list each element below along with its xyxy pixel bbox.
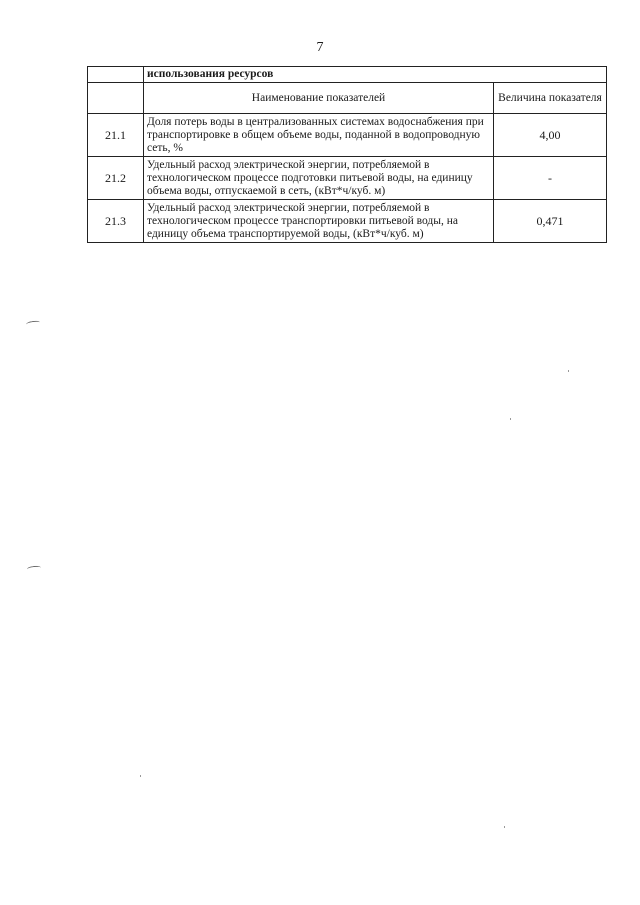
row-num: 21.2 bbox=[88, 157, 144, 200]
scan-speck bbox=[510, 418, 511, 420]
section-title: использования ресурсов bbox=[144, 67, 607, 83]
header-name: Наименование показателей bbox=[144, 83, 494, 114]
table-row bbox=[88, 157, 607, 200]
row-value: 0,471 bbox=[494, 200, 607, 243]
scan-mark bbox=[27, 565, 41, 571]
section-num-cell bbox=[88, 67, 144, 83]
header-value: Величина показателя bbox=[494, 83, 607, 114]
table-row bbox=[88, 200, 607, 243]
indicators-table bbox=[87, 66, 607, 243]
row-name: Удельный расход электрической энергии, потребляемой в технологическом процессе транспортировки питьевой воды, на единицу объема транспортируемой воды, (кВт*ч/куб. м) bbox=[144, 200, 494, 243]
row-value: 4,00 bbox=[494, 114, 607, 157]
header-num-cell bbox=[88, 83, 144, 114]
page-number: 7 bbox=[316, 40, 324, 55]
table-header-row bbox=[88, 83, 607, 114]
scan-mark bbox=[26, 320, 41, 327]
row-num: 21.3 bbox=[88, 200, 144, 243]
row-num: 21.1 bbox=[88, 114, 144, 157]
scan-speck bbox=[504, 826, 505, 828]
row-name: Удельный расход электрической энергии, потребляемой в технологическом процессе подготовки питьевой воды, на единицу объема воды, отпускаемой в сеть, (кВт*ч/куб. м) bbox=[144, 157, 494, 200]
table-row bbox=[88, 114, 607, 157]
scan-speck bbox=[140, 775, 141, 777]
section-row bbox=[88, 67, 607, 83]
row-value: - bbox=[494, 157, 607, 200]
scan-speck bbox=[568, 370, 569, 372]
row-name: Доля потерь воды в централизованных системах водоснабжения при транспортировке в общем объеме воды, поданной в водопроводную сеть, % bbox=[144, 114, 494, 157]
